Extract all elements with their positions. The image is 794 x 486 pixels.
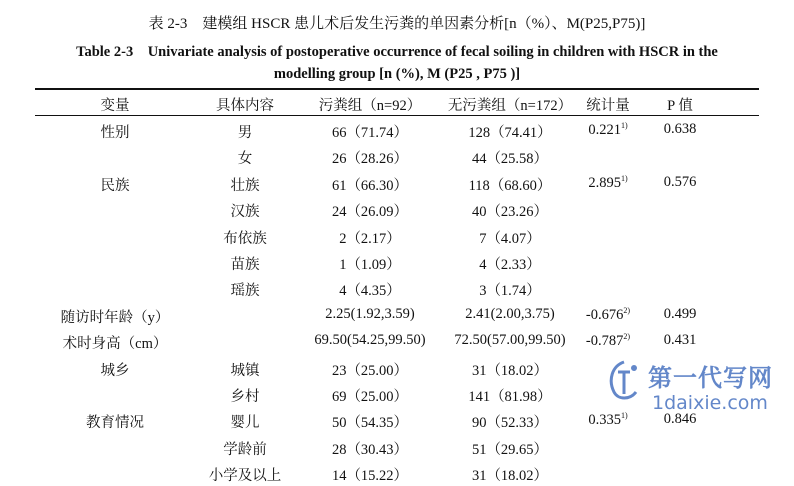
row-soiling-value: 69.50(54.25,99.50)	[314, 332, 426, 349]
watermark-text-cn: 第一代写网	[648, 364, 773, 392]
row-item: 城镇	[230, 362, 260, 379]
row-statistic: -0.787$^{2)}$	[585, 332, 631, 350]
row-item: 布依族	[223, 230, 267, 247]
row-no-soiling-value: 4（2.33）	[479, 257, 541, 273]
row-variable: 随访时年龄（y）	[60, 309, 170, 326]
row-no-soiling-value: 51（29.65）	[471, 441, 549, 458]
row-item: 女	[237, 151, 253, 168]
row-p-value: 0.846	[663, 411, 697, 428]
header-item: 具体内容	[216, 98, 274, 114]
table-top-rule	[35, 88, 759, 90]
row-soiling-value: 50（54.35）	[331, 415, 409, 432]
statistic-footnote-mark: 1)	[620, 173, 628, 183]
row-p-value: 0.499	[663, 305, 697, 322]
row-item: 苗族	[230, 257, 260, 273]
statistic-footnote-mark: 2)	[623, 332, 631, 342]
row-variable: 术时身高（cm）	[62, 336, 168, 353]
row-p-value: 0.431	[663, 332, 697, 349]
row-soiling-value: 61（66.30）	[331, 177, 409, 194]
row-item: 小学及以上	[208, 468, 282, 485]
row-no-soiling-value: 7（4.07）	[479, 230, 541, 247]
row-soiling-value: 28（30.43）	[331, 441, 409, 458]
row-item: 乡村	[230, 389, 260, 405]
row-no-soiling-value: 118（68.60）	[468, 177, 552, 194]
row-soiling-value: 66（71.74）	[331, 125, 409, 141]
table-header-rule	[35, 115, 759, 116]
row-soiling-value: 24（26.09）	[331, 204, 409, 221]
row-no-soiling-value: 3（1.74）	[479, 283, 541, 300]
row-item: 男	[237, 125, 253, 141]
row-no-soiling-value: 128（74.41）	[468, 125, 552, 141]
watermark	[604, 356, 794, 416]
row-soiling-value: 2.25(1.92,3.59)	[325, 305, 415, 322]
row-no-soiling-value: 44（25.58）	[471, 151, 549, 168]
row-soiling-value: 14（15.22）	[331, 468, 409, 485]
row-variable: 教育情况	[86, 415, 144, 432]
row-variable: 民族	[100, 177, 130, 194]
row-no-soiling-value: 40（23.26）	[471, 204, 549, 221]
watermark-logo-icon	[604, 358, 644, 402]
header-soiling-group: 污粪组（n=92）	[318, 98, 422, 114]
row-statistic: 2.895$^{1)}$	[588, 173, 628, 191]
row-no-soiling-value: 72.50(57.00,99.50)	[454, 332, 566, 349]
row-statistic: -0.676$^{2)}$	[585, 305, 631, 323]
row-soiling-value: 4（4.35）	[339, 283, 401, 300]
row-item: 汉族	[230, 204, 260, 221]
statistic-footnote-mark: 2)	[623, 305, 631, 315]
row-p-value: 0.638	[663, 121, 697, 137]
table-caption-english-line2: modelling group [n (%), M (P25 , P75 )]	[273, 66, 521, 82]
statistic-footnote-mark: 1)	[620, 411, 628, 421]
watermark-text-en: 1daixie.com	[652, 392, 768, 414]
row-item: 婴儿	[230, 415, 260, 432]
header-no-soiling-group: 无污粪组（n=172）	[447, 98, 573, 114]
row-soiling-value: 26（28.26）	[331, 151, 409, 168]
header-variable: 变量	[100, 98, 130, 114]
row-soiling-value: 1（1.09）	[339, 257, 401, 273]
row-item: 学龄前	[223, 441, 267, 458]
row-no-soiling-value: 2.41(2.00,3.75)	[465, 305, 555, 322]
row-item: 壮族	[230, 177, 260, 194]
table-caption-english-line1: Table 2-3 Univariate analysis of postoperative occurrence of fecal soiling in children with HSCR in the	[76, 44, 718, 60]
row-statistic: 0.335$^{1)}$	[588, 411, 628, 429]
row-p-value: 0.576	[663, 173, 697, 190]
row-no-soiling-value: 31（18.02）	[471, 468, 549, 485]
row-no-soiling-value: 141（81.98）	[468, 389, 552, 405]
statistic-footnote-mark: 1)	[620, 121, 628, 130]
row-no-soiling-value: 31（18.02）	[471, 362, 549, 379]
row-variable: 城乡	[100, 362, 130, 379]
row-no-soiling-value: 90（52.33）	[471, 415, 549, 432]
header-p-value: P 值	[667, 98, 693, 114]
row-soiling-value: 69（25.00）	[331, 389, 409, 405]
row-statistic: 0.221$^{1)}$	[588, 121, 628, 138]
row-item: 瑶族	[230, 283, 260, 300]
table-caption-chinese: 表 2-3 建模组 HSCR 患儿术后发生污粪的单因素分析[n（%）、M(P25,P75)]	[148, 16, 646, 32]
header-statistic: 统计量	[586, 98, 630, 114]
row-soiling-value: 23（25.00）	[331, 362, 409, 379]
row-soiling-value: 2（2.17）	[339, 230, 401, 247]
row-variable: 性别	[100, 125, 130, 141]
